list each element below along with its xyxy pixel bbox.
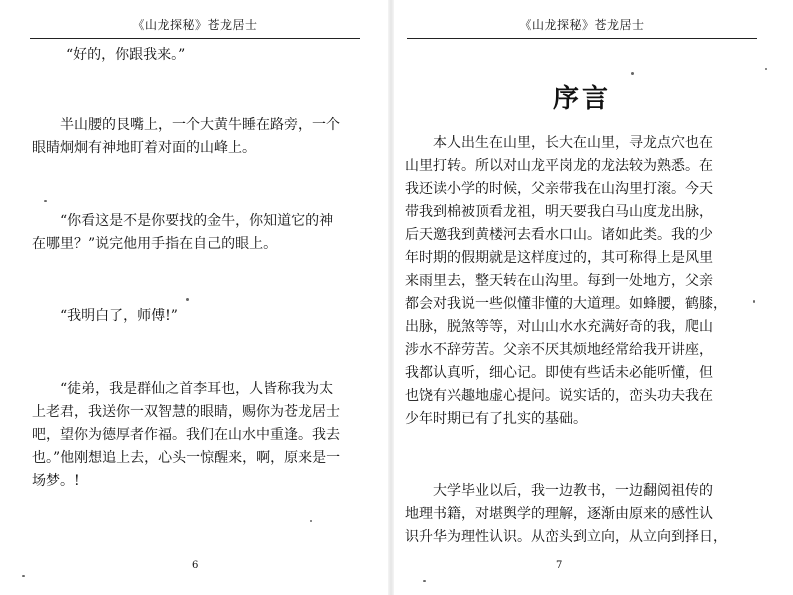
text-line: 场梦。! xyxy=(32,473,80,489)
text-line: 本人出生在山里，长大在山里，寻龙点穴也在 xyxy=(433,135,713,151)
scan-speck xyxy=(44,200,47,202)
left-header-rule xyxy=(30,38,360,39)
text-line: 都会对我说一些似懂非懂的大道理。如蜂腰，鹤膝， xyxy=(405,296,727,312)
text-line: 上老君，我送你一双智慧的眼睛，赐你为苍龙居士 xyxy=(32,404,340,420)
left-paragraph-5 xyxy=(32,378,340,493)
scan-speck xyxy=(753,300,755,303)
right-page xyxy=(393,0,793,595)
text-line: 来雨里去，整天转在山沟里。每到一处地方，父亲 xyxy=(405,273,713,289)
text-line: “你看这是不是你要找的金牛，你知道它的神 xyxy=(60,213,334,229)
left-paragraph-3 xyxy=(32,210,333,256)
text-line: 少年时期已有了扎实的基础。 xyxy=(405,411,587,427)
left-paragraph-2 xyxy=(32,114,340,160)
text-line: 也。”他刚想追上去，心头一惊醒来，啊，原来是一 xyxy=(32,450,341,466)
text-line: 地理书籍，对堪舆学的理解，逐渐由原来的感性认 xyxy=(405,506,713,522)
text-line: 吧，望你为德厚者作福。我们在山水中重逢。我去 xyxy=(32,427,340,443)
right-paragraph-1 xyxy=(405,132,727,431)
right-page-header: 《山龙探秘》苍龙居士 xyxy=(519,18,645,32)
scan-speck xyxy=(631,72,634,75)
text-line: 年时期的假期就是这样度过的，其可称得上是风里 xyxy=(405,250,713,266)
text-line: 大学毕业以后，我一边教书，一边翻阅祖传的 xyxy=(433,483,713,499)
page-title: 序言 xyxy=(552,84,611,114)
text-line: 后天邀我到黄楼河去看水口山。诸如此类。我的少 xyxy=(405,227,713,243)
text-line: “好的，你跟我来。” xyxy=(66,47,186,63)
text-line: 眼睛炯炯有神地盯着对面的山峰上。 xyxy=(32,140,256,156)
text-line: 带我到棉被顶看龙祖，明天要我白马山度龙出脉， xyxy=(405,204,713,220)
left-paragraph-1 xyxy=(66,44,185,67)
right-paragraph-2 xyxy=(405,480,727,549)
text-line: 识升华为理性认识。从峦头到立向，从立向到择日， xyxy=(405,529,727,545)
right-header-rule xyxy=(407,38,757,39)
left-page-number: 6 xyxy=(192,560,199,571)
left-page xyxy=(0,0,390,595)
left-paragraph-4 xyxy=(60,305,178,328)
text-line: 半山腰的艮嘴上，一个大黄牛睡在路旁，一个 xyxy=(60,117,340,133)
scan-speck xyxy=(310,520,312,522)
scan-speck xyxy=(423,580,426,582)
scan-speck xyxy=(186,298,189,301)
text-line: 我还读小学的时候，父亲带我在山沟里打滚。今天 xyxy=(405,181,713,197)
scan-speck xyxy=(765,68,767,70)
right-page-number: 7 xyxy=(556,560,563,571)
left-page-header: 《山龙探秘》苍龙居士 xyxy=(132,18,258,32)
text-line: 也饶有兴趣地虚心提问。说实话的，峦头功夫我在 xyxy=(405,388,713,404)
text-line: 涉水不辞劳苦。父亲不厌其烦地经常给我开讲座， xyxy=(405,342,713,358)
text-line: “徒弟，我是群仙之首李耳也，人皆称我为太 xyxy=(60,381,334,397)
text-line: 出脉，脱煞等等，对山山水水充满好奇的我，爬山 xyxy=(405,319,713,335)
text-line: 在哪里？”说完他用手指在自己的眼上。 xyxy=(32,236,278,252)
text-line: “我明白了，师傅!” xyxy=(60,308,178,324)
text-line: 我都认真听，细心记。即使有些话未必能听懂，但 xyxy=(405,365,713,381)
scan-speck xyxy=(22,575,25,577)
text-line: 山里打转。所以对山龙平岗龙的龙法较为熟悉。在 xyxy=(405,158,713,174)
